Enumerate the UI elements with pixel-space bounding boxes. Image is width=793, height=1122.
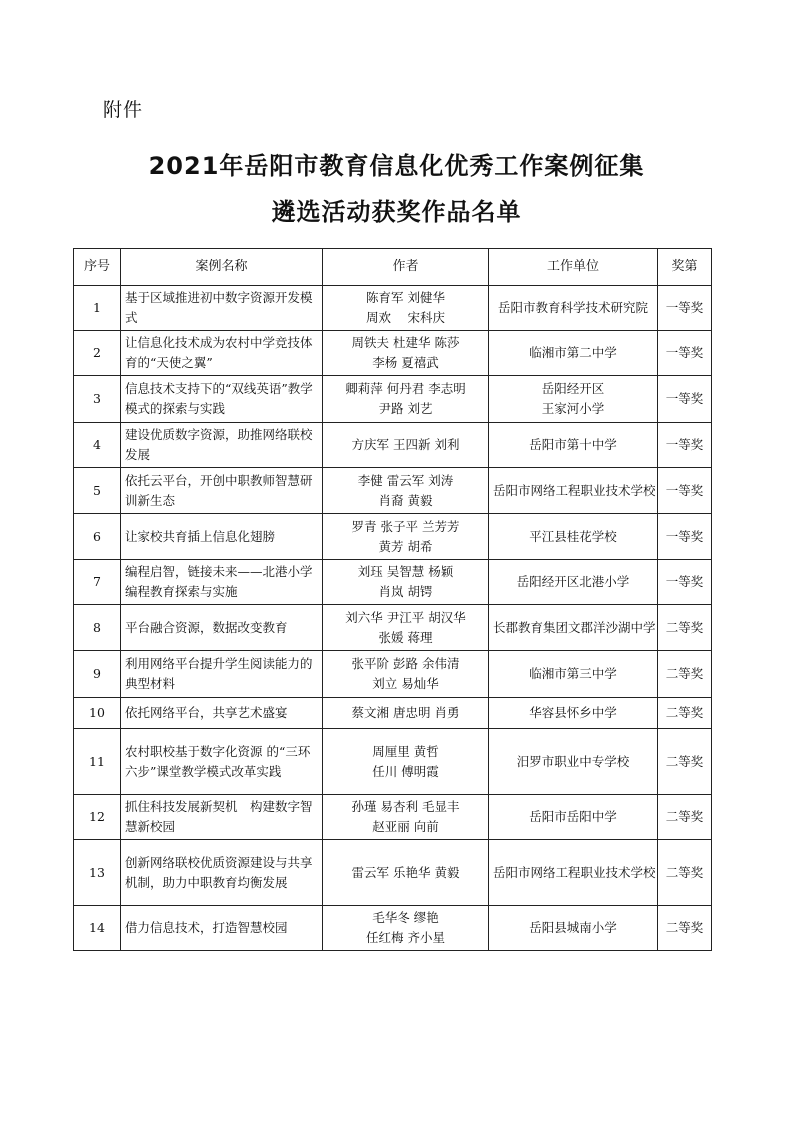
table-row: [74, 651, 712, 698]
cell-authors: [323, 698, 489, 729]
cell-award: 二等奖: [658, 729, 712, 795]
header-authors: 作者: [323, 249, 489, 286]
cell-award: 一等奖: [658, 376, 712, 423]
cell-award: 一等奖: [658, 514, 712, 560]
header-unit: 工作单位: [489, 249, 658, 286]
table-row: [74, 286, 712, 331]
table-row: [74, 795, 712, 840]
author-line: 方庆军 王四新 刘利: [351, 437, 460, 452]
cell-authors: [323, 651, 489, 698]
author-line: 尹路 刘艺: [378, 401, 433, 416]
unit-line: 岳阳县城南小学: [529, 920, 617, 935]
cell-unit: [489, 906, 658, 951]
author-line: 刘珏 吴智慧 杨颖: [357, 564, 454, 579]
attachment-label: 附件: [103, 99, 144, 121]
unit-line: 平江县桂花学校: [529, 528, 617, 544]
author-line: 周铁夫 杜建华 陈莎: [351, 335, 460, 350]
cell-case-title: 信息技术支持下的“双线英语”教学模式的探索与实践: [121, 376, 323, 423]
cell-unit: [489, 560, 658, 605]
table-row: [74, 729, 712, 795]
cell-no: 2: [74, 331, 121, 376]
document-title-line-2: 遴选活动获奖作品名单: [271, 198, 522, 226]
unit-line: 临湘市第三中学: [529, 666, 617, 681]
cell-case-title: 农村职校基于数字化资源 的“三环六步”课堂教学模式改革实践: [121, 729, 323, 795]
author-line: 任川 傅明霞: [372, 763, 439, 779]
cell-case-title: 利用网络平台提升学生阅读能力的典型材料: [121, 651, 323, 698]
table-row: [74, 376, 712, 423]
header-no: 序号: [74, 249, 121, 286]
author-line: 罗青 张子平 兰芳芳: [351, 518, 460, 534]
cell-unit: [489, 331, 658, 376]
unit-line: 岳阳市岳阳中学: [529, 809, 617, 824]
author-line: 雷云军 乐艳华 黄毅: [351, 864, 460, 880]
cell-no: 10: [74, 698, 121, 729]
author-line: 黄芳 胡希: [378, 538, 433, 554]
table-header-row: [74, 249, 712, 286]
cell-unit: [489, 840, 658, 906]
document-title-line-1: 2021年岳阳市教育信息化优秀工作案例征集: [148, 152, 645, 180]
cell-no: 6: [74, 514, 121, 560]
cell-award: 一等奖: [658, 468, 712, 514]
cell-no: 8: [74, 605, 121, 651]
author-line: 毛华冬 缪艳: [372, 910, 439, 925]
unit-line: 岳阳市网络工程职业技术学校: [493, 864, 656, 880]
cell-case-title: 依托云平台，开创中职教师智慧研训新生态: [121, 468, 323, 514]
table-body: [74, 286, 712, 951]
cell-award: 二等奖: [658, 795, 712, 840]
cell-authors: [323, 514, 489, 560]
author-line: 刘立 易灿华: [372, 676, 439, 691]
header-award: 奖第: [658, 249, 712, 286]
cell-unit: [489, 423, 658, 468]
cell-award: 二等奖: [658, 651, 712, 698]
unit-line: 王家河小学: [541, 401, 605, 416]
author-line: 周欢 宋科庆: [366, 310, 445, 325]
cell-case-title: 创新网络联校优质资源建设与共享机制，助力中职教育均衡发展: [121, 840, 323, 906]
cell-award: 一等奖: [658, 560, 712, 605]
cell-case-title: 让家校共育插上信息化翅膀: [121, 514, 323, 560]
author-line: 任红梅 齐小星: [366, 930, 445, 945]
cell-authors: [323, 840, 489, 906]
cell-no: 3: [74, 376, 121, 423]
cell-award: 二等奖: [658, 698, 712, 729]
cell-authors: [323, 423, 489, 468]
cell-case-title: 依托网络平台，共享艺术盛宴: [121, 698, 323, 729]
cell-award: 二等奖: [658, 840, 712, 906]
unit-line: 岳阳市教育科学技术研究院: [497, 300, 648, 315]
cell-authors: [323, 906, 489, 951]
table-row: [74, 331, 712, 376]
cell-case-title: 抓住科技发展新契机 构建数字智慧新校园: [121, 795, 323, 840]
cell-unit: [489, 286, 658, 331]
cell-case-title: 平台融合资源，数据改变教育: [121, 605, 323, 651]
table-row: [74, 514, 712, 560]
cell-unit: [489, 729, 658, 795]
table-row: [74, 423, 712, 468]
cell-authors: [323, 468, 489, 514]
table-row: [74, 698, 712, 729]
cell-award: 二等奖: [658, 906, 712, 951]
cell-award: 一等奖: [658, 331, 712, 376]
cell-authors: [323, 286, 489, 331]
cell-authors: [323, 331, 489, 376]
author-line: 李杨 夏禧武: [372, 355, 439, 370]
author-line: 肖岚 胡锷: [378, 584, 433, 599]
unit-line: 临湘市第二中学: [529, 345, 617, 360]
author-line: 赵亚丽 向前: [372, 819, 439, 834]
cell-authors: [323, 376, 489, 423]
author-line: 李健 雷云军 刘涛: [357, 472, 454, 488]
unit-line: 岳阳市网络工程职业技术学校: [493, 482, 656, 498]
cell-case-title: 让信息化技术成为农村中学竞技体育的“天使之翼”: [121, 331, 323, 376]
table-row: [74, 560, 712, 605]
cell-unit: [489, 605, 658, 651]
cell-no: 11: [74, 729, 121, 795]
unit-line: 岳阳经开区北港小学: [516, 574, 630, 589]
cell-unit: [489, 698, 658, 729]
table-row: [74, 840, 712, 906]
awards-table: [73, 248, 712, 951]
author-line: 孙瑾 易杏利 毛显丰: [351, 799, 460, 814]
unit-line: 岳阳市第十中学: [529, 437, 617, 452]
cell-case-title: 基于区域推进初中数字资源开发模式: [121, 286, 323, 331]
cell-authors: [323, 560, 489, 605]
unit-line: 华容县怀乡中学: [529, 705, 617, 720]
cell-case-title: 借力信息技术，打造智慧校园: [121, 906, 323, 951]
table-row: [74, 605, 712, 651]
cell-authors: [323, 795, 489, 840]
author-line: 张媛 蒋理: [378, 629, 433, 645]
cell-award: 一等奖: [658, 423, 712, 468]
cell-no: 12: [74, 795, 121, 840]
cell-unit: [489, 514, 658, 560]
cell-unit: [489, 795, 658, 840]
cell-no: 4: [74, 423, 121, 468]
unit-line: 长郡教育集团文郡洋沙湖中学: [493, 619, 656, 635]
cell-unit: [489, 468, 658, 514]
header-title: 案例名称: [121, 249, 323, 286]
author-line: 刘六华 尹江平 胡汉华: [345, 609, 466, 625]
cell-case-title: 编程启智，链接未来——北港小学编程教育探索与实施: [121, 560, 323, 605]
unit-line: 汨罗市职业中专学校: [516, 753, 630, 769]
table-row: [74, 906, 712, 951]
author-line: 周厘里 黄哲: [372, 743, 439, 759]
cell-unit: [489, 376, 658, 423]
cell-authors: [323, 729, 489, 795]
cell-no: 5: [74, 468, 121, 514]
cell-no: 14: [74, 906, 121, 951]
author-line: 肖裔 黄毅: [378, 492, 433, 508]
cell-case-title: 建设优质数字资源，助推网络联校发展: [121, 423, 323, 468]
cell-authors: [323, 605, 489, 651]
author-line: 张平阶 彭路 余伟清: [351, 656, 460, 671]
cell-no: 13: [74, 840, 121, 906]
author-line: 蔡文湘 唐忠明 肖勇: [351, 705, 460, 720]
cell-unit: [489, 651, 658, 698]
table-row: [74, 468, 712, 514]
author-line: 陈育军 刘健华: [366, 290, 445, 305]
author-line: 卿莉萍 何丹君 李志明: [345, 381, 466, 396]
unit-line: 岳阳经开区: [541, 381, 605, 396]
cell-no: 9: [74, 651, 121, 698]
cell-no: 1: [74, 286, 121, 331]
cell-no: 7: [74, 560, 121, 605]
cell-award: 一等奖: [658, 286, 712, 331]
cell-award: 二等奖: [658, 605, 712, 651]
